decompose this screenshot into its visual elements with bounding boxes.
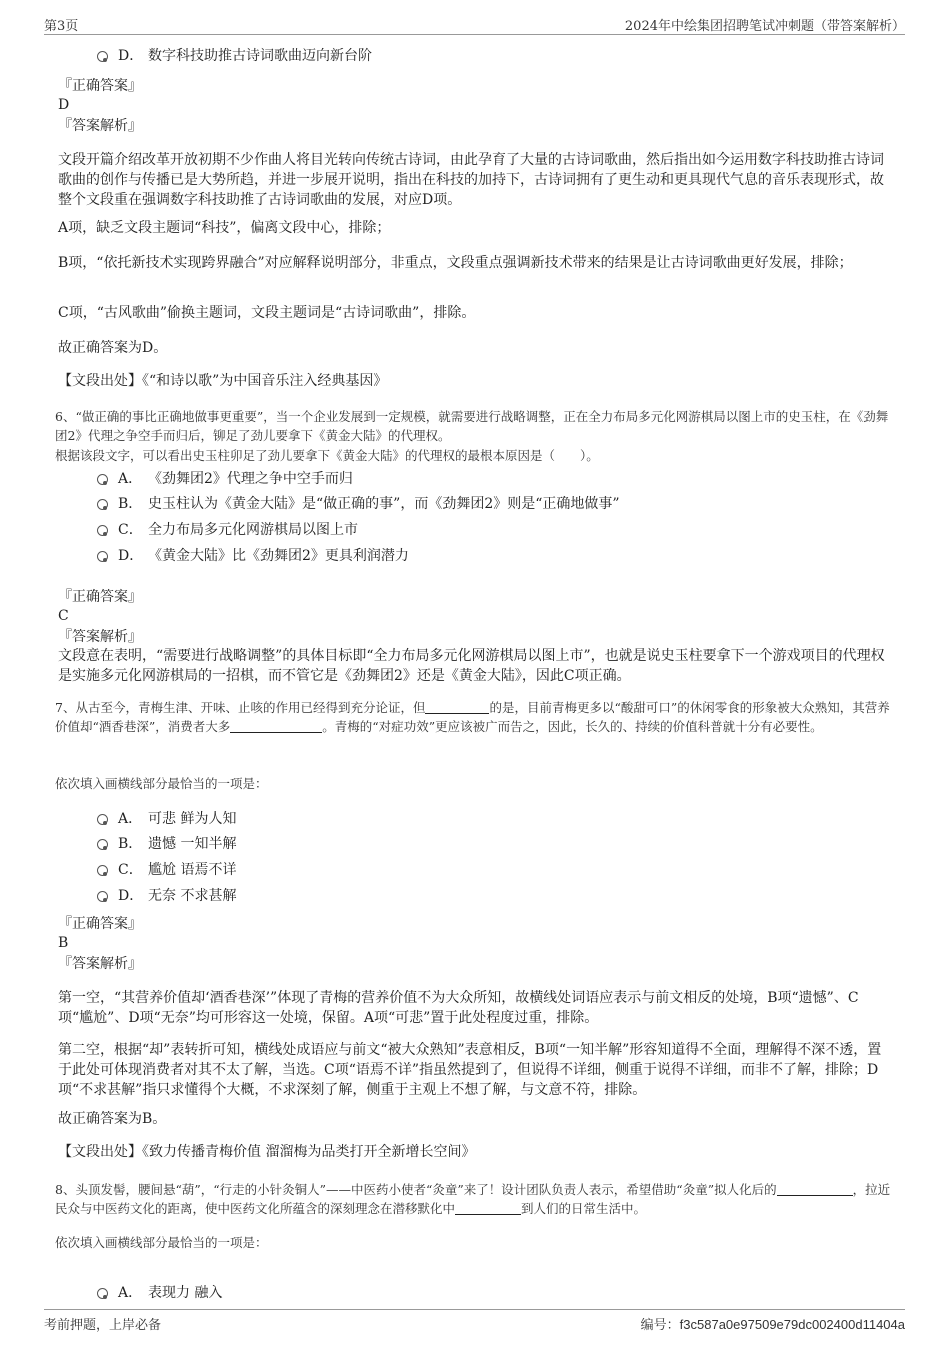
- question-6-stem: 6、“做正确的事比正确地做事更重要”，当一个企业发展到一定规模，就需要进行战略调整，正在全力布局多元化网游棋局以图上市的史玉柱，在《劲舞团2》代理之争空手而归后，铆足了劲儿要拿下《黄金大陆》的代理权。: [55, 409, 889, 443]
- radio-icon[interactable]: [97, 1288, 108, 1299]
- q6-option-b[interactable]: B． 史玉柱认为《黄金大陆》是“做正确的事”，而《劲舞团2》则是“正确地做事”: [97, 494, 620, 514]
- answer-label: 『正确答案』: [58, 78, 142, 94]
- analysis-conclusion: 故正确答案为D。: [58, 340, 168, 356]
- page-number: 第3页: [44, 19, 79, 34]
- radio-icon[interactable]: [97, 891, 108, 902]
- radio-icon[interactable]: [97, 839, 108, 850]
- footer-divider: [44, 1309, 905, 1310]
- header-divider: [44, 34, 905, 35]
- footer-slogan: 考前押题，上岸必备: [44, 1318, 162, 1333]
- analysis-paragraph: 第二空，根据“却”表转折可知，横线处成语应与前文“被大众熟知”表意相反，B项“一知半解”形容知道得不全面，理解得不深不透，置于此处可体现消费者对其不太了解，当选。C项“语焉不详”指虽然提到了，但说得不详细，侧重于说得不详细，而非不了解，排除；D项“不求甚解”指只求懂得个大概，不求深刻了解，侧重于主观上不想了解，与文意不符，排除。: [58, 1042, 882, 1098]
- fill-blank: [455, 1202, 521, 1215]
- answer-label: 『正确答案』: [58, 589, 142, 605]
- radio-icon[interactable]: [97, 865, 108, 876]
- radio-icon[interactable]: [97, 51, 108, 62]
- analysis-paragraph: B项，“依托新技术实现跨界融合”对应解释说明部分，非重点，文段重点强调新技术带来的结果是让古诗词歌曲更好发展，排除；: [58, 255, 853, 271]
- question-8-stem: 8、头顶发髻，腰间悬“葫”，“行走的小针灸铜人”——中医药小使者“灸童”来了！设计团队负责人表示，希望借助“灸童”拟人化后的 ，拉近民众与中医药文化的距离，使中医药文化所蕴含的深刻理念在潜移默化中 到人们的日常生活中。: [55, 1182, 891, 1216]
- q7-option-d[interactable]: D． 无奈 不求甚解: [97, 886, 236, 906]
- question-6-prompt: 根据该段文字，可以看出史玉柱卯足了劲儿要拿下《黄金大陆》的代理权的最根本原因是（ ）。: [55, 448, 599, 463]
- analysis-paragraph: C项，“古风歌曲”偷换主题词，文段主题词是“古诗词歌曲”，排除。: [58, 305, 476, 321]
- analysis-paragraph: A项，缺乏文段主题词“科技”，偏离文段中心，排除；: [58, 220, 391, 236]
- analysis-paragraph: 文段开篇介绍改革开放初期不少作曲人将目光转向传统古诗词，由此孕育了大量的古诗词歌曲，然后指出如今运用数字科技助推古诗词歌曲的创作与传播已是大势所趋，并进一步展开说明，指出在科技的加持下，古诗词拥有了更生动和更具现代气息的音乐表现形式，故整个文段重在强调数字科技助推了古诗词歌曲的发展，对应D项。: [58, 152, 884, 208]
- analysis-paragraph: 文段意在表明，“需要进行战略调整”的具体目标即“全力布局多元化网游棋局以图上市”，也就是说史玉柱要拿下一个游戏项目的代理权是实施多元化网游棋局的一招棋，而不管它是《劲舞团2》还是《黄金大陆》，因此C项正确。: [58, 648, 885, 684]
- q7-option-c[interactable]: C． 尴尬 语焉不详: [97, 860, 236, 880]
- document-title: 2024年中绘集团招聘笔试冲刺题（带答案解析）: [624, 19, 905, 34]
- answer: D: [58, 97, 70, 113]
- question-7-prompt: 依次填入画横线部分最恰当的一项是：: [55, 776, 268, 791]
- q8-option-a[interactable]: A． 表现力 融入: [97, 1283, 222, 1303]
- q6-option-a[interactable]: A． 《劲舞团2》代理之争中空手而归: [97, 469, 353, 489]
- q5-option-d[interactable]: D． 数字科技助推古诗词歌曲迈向新台阶: [97, 46, 372, 66]
- passage-source: 【文段出处】《致力传播青梅价值 溜溜梅为品类打开全新增长空间》: [58, 1144, 476, 1160]
- radio-icon[interactable]: [97, 525, 108, 536]
- question-8-prompt: 依次填入画横线部分最恰当的一项是：: [55, 1235, 268, 1250]
- radio-icon[interactable]: [97, 551, 108, 562]
- question-7-stem: 7、从古至今，青梅生津、开味、止咳的作用已经得到充分论证，但 的是，目前青梅更多以“酸甜可口”的休闲零食的形象被大众熟知，其营养价值却“酒香巷深”，消费者大多 。青梅的“对症功效”更应该被广而告之，因此，长久的、持续的价值科普就十分有必要性。: [55, 700, 890, 734]
- analysis-label: 『答案解析』: [58, 118, 142, 134]
- q7-option-b[interactable]: B． 遗憾 一知半解: [97, 834, 236, 854]
- document-id: 编号：f3c587a0e97509e79dc002400d11404a: [640, 1317, 905, 1333]
- analysis-label: 『答案解析』: [58, 629, 142, 645]
- q7-option-a[interactable]: A． 可悲 鲜为人知: [97, 809, 236, 829]
- analysis-paragraph: 第一空，“其营养价值却‘酒香巷深’”体现了青梅的营养价值不为大众所知，故横线处词语应表示与前文相反的处境，B项“遗憾”、C项“尴尬”、D项“无奈”均可形容这一处境，保留。A项“可悲”置于此处程度过重，排除。: [58, 990, 859, 1026]
- radio-icon[interactable]: [97, 814, 108, 825]
- radio-icon[interactable]: [97, 499, 108, 510]
- fill-blank: [230, 720, 322, 733]
- passage-source: 【文段出处】《“和诗以歌”为中国音乐注入经典基因》: [58, 373, 388, 389]
- answer-label: 『正确答案』: [58, 916, 142, 932]
- answer: C: [58, 608, 69, 624]
- fill-blank: [425, 701, 489, 714]
- answer: B: [58, 935, 69, 951]
- fill-blank: [777, 1183, 853, 1196]
- radio-icon[interactable]: [97, 474, 108, 485]
- analysis-conclusion: 故正确答案为B。: [58, 1111, 167, 1127]
- q6-option-c[interactable]: C． 全力布局多元化网游棋局以图上市: [97, 520, 358, 540]
- q6-option-d[interactable]: D． 《黄金大陆》比《劲舞团2》更具利润潜力: [97, 546, 409, 566]
- analysis-label: 『答案解析』: [58, 956, 142, 972]
